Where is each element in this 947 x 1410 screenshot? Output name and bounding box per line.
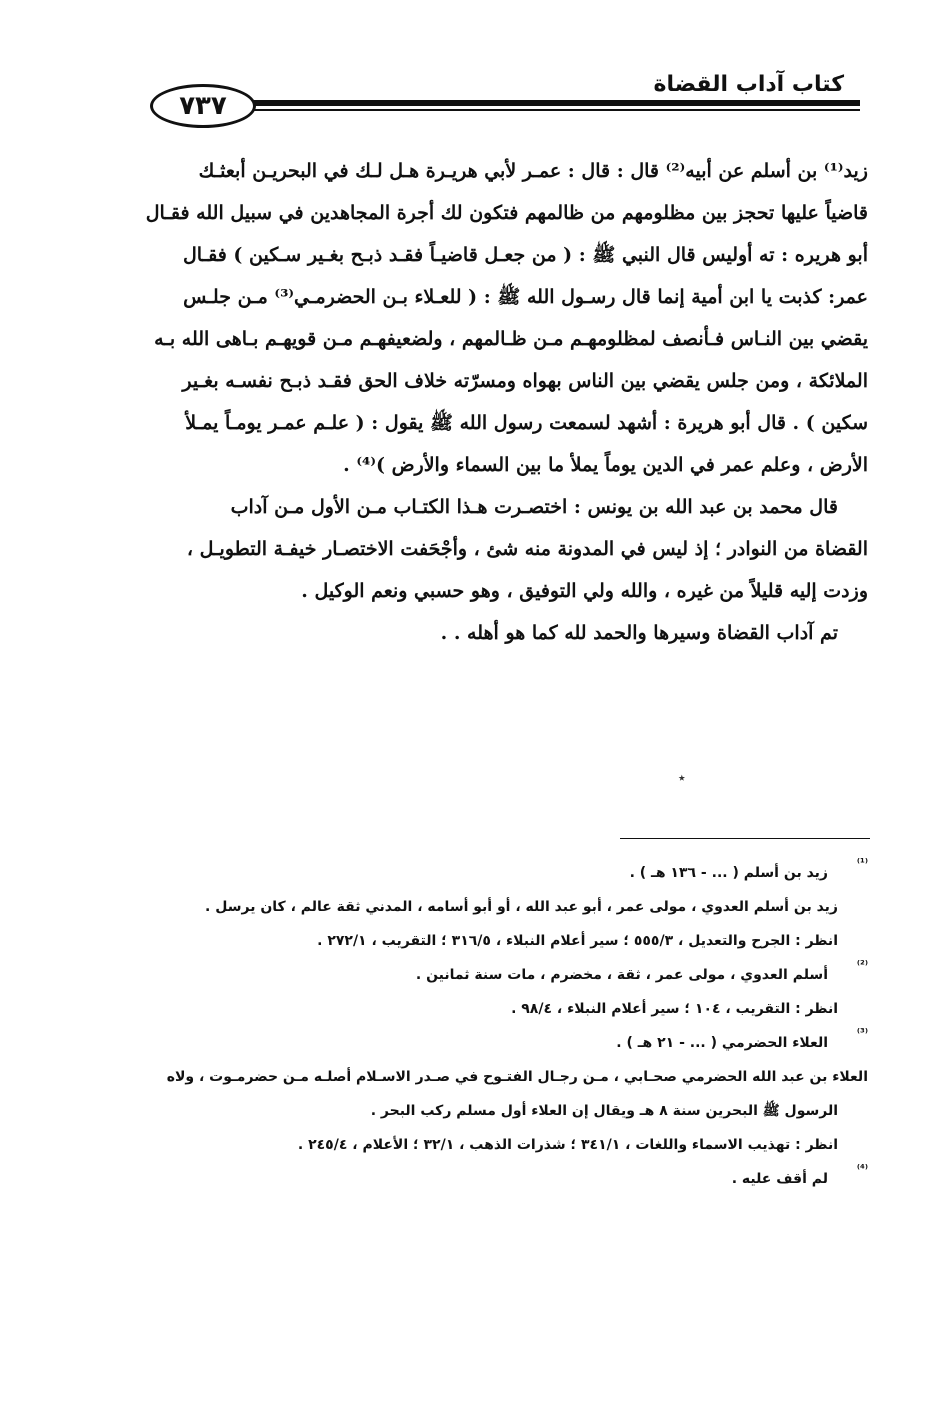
footnote-1 <box>130 856 868 958</box>
header-rule-thin <box>210 109 860 111</box>
footnote-3 <box>130 1026 868 1162</box>
running-title: كتاب آداب القضاة <box>647 72 850 97</box>
footnote-line: انظر : التقريب ، ١٠٤ ؛ سير أعلام النبلاء ، ٩٨/٤ . <box>511 1001 838 1017</box>
text-line: القضاة من النوادر ؛ إذ ليس في المدونة منه شئ ، وأجْحَفت الاختصـار خيفـة التطويـل ، <box>186 538 868 560</box>
footnote-4 <box>130 1162 868 1196</box>
text-line: الأرض ، وعلم عمر في الدين يوماً يملأ ما بين السماء والأرض )⁽⁴⁾ . <box>343 454 868 476</box>
text-line: يقضي بين النـاس فـأنصف لمظلومهـم مـن ظـالمهم ، ولضعيفهـم مـن قويهـم بـاهى الله بـه <box>154 328 868 350</box>
footnote-line: العلاء الحضرمي ( ... - ٢١ هـ ) . <box>616 1035 828 1051</box>
ornament-mark: ٭ <box>678 770 686 786</box>
footnote-line: لم أقف عليه . <box>731 1171 828 1187</box>
page-header <box>150 72 860 132</box>
text-line: قاضياً عليها تحجز بين مظلومهم من ظالمهم فتكون لك أجرة المجاهدين في سبيل الله فقـال <box>145 202 868 224</box>
header-rule <box>210 100 860 106</box>
closing-line: تم آداب القضاة وسيرها والحمد لله كما هو أهله . . <box>440 622 838 644</box>
footnote-separator <box>620 838 870 839</box>
text-line: وزدت إليه قليلاً من غيره ، والله ولي التوفيق ، وهو حسبي ونعم الوكيل . <box>301 580 868 602</box>
footnote-number: ⁽¹⁾ <box>856 856 868 869</box>
footnote-line: العلاء بن عبد الله الحضرمي صحـابي ، مـن رجـال الفتـوح في صـدر الاسـلام أصلـه مـن حضرمـوت ، ولاه <box>166 1069 868 1085</box>
text-line: الملائكة ، ومن جلس يقضي بين الناس بهواه ومسرّته خلاف الحق فقـد ذبـح نفسـه بغـير <box>182 370 868 392</box>
text-line: أبو هريره : ته أوليس قال النبي ﷺ : ( من جعـل قاضيـاً فقـد ذبـح بغـير سـكين ) فقـال <box>182 244 868 266</box>
text-line: عمر: كذبت يا ابن أمية إنما قال رسـول الله ﷺ : ( للعـلاء بـن الحضرمـي⁽³⁾ مـن جلـس <box>183 286 868 308</box>
footnote-number: ⁽⁴⁾ <box>856 1162 868 1175</box>
footnote-line: زيد بن أسلم العدوي ، مولى عمر ، أبو عبد الله ، أو أبو أسامه ، المدني ثقة عالم ، كان يرسل . <box>205 899 838 915</box>
footnote-line: انظر : تهذيب الاسماء واللغات ، ٣٤١/١ ؛ شذرات الذهب ، ٣٢/١ ؛ الأعلام ، ٢٤٥/٤ . <box>297 1137 838 1153</box>
footnote-line: أسلم العدوي ، مولى عمر ، ثقة ، مخضرم ، مات سنة ثمانين . <box>415 967 828 983</box>
text-line: سكين ) . قال أبو هريرة : أشهد لسمعت رسول الله ﷺ يقول : ( علـم عمـر يومـاً يمـلأ <box>185 412 868 434</box>
footnote-line: الرسول ﷺ البحرين سنة ٨ هـ ويقال إن العلاء أول مسلم ركب البحر . <box>370 1103 838 1119</box>
footnote-number: ⁽²⁾ <box>856 958 868 971</box>
footnotes <box>130 856 868 1196</box>
text-line: زيد⁽¹⁾ بن أسلم عن أبيه⁽²⁾ قال : قال : عمـر لأبي هريـرة هـل لـك في البحريـن أبعثـك <box>198 160 868 182</box>
footnote-2 <box>130 958 868 1026</box>
footnote-number: ⁽³⁾ <box>856 1026 868 1039</box>
footnote-line: زيد بن أسلم ( ... - ١٣٦ هـ ) . <box>629 865 828 881</box>
main-text <box>130 150 868 654</box>
page-number: ٧٣٧ <box>150 84 256 128</box>
text-line: قال محمد بن عبد الله بن يونس : اختصـرت هـذا الكتـاب مـن الأول مـن آداب <box>230 496 838 518</box>
footnote-line: انظر : الجرح والتعديل ، ٥٥٥/٣ ؛ سير أعلام النبلاء ، ٣١٦/٥ ؛ التقريب ، ٢٧٢/١ . <box>317 933 838 949</box>
